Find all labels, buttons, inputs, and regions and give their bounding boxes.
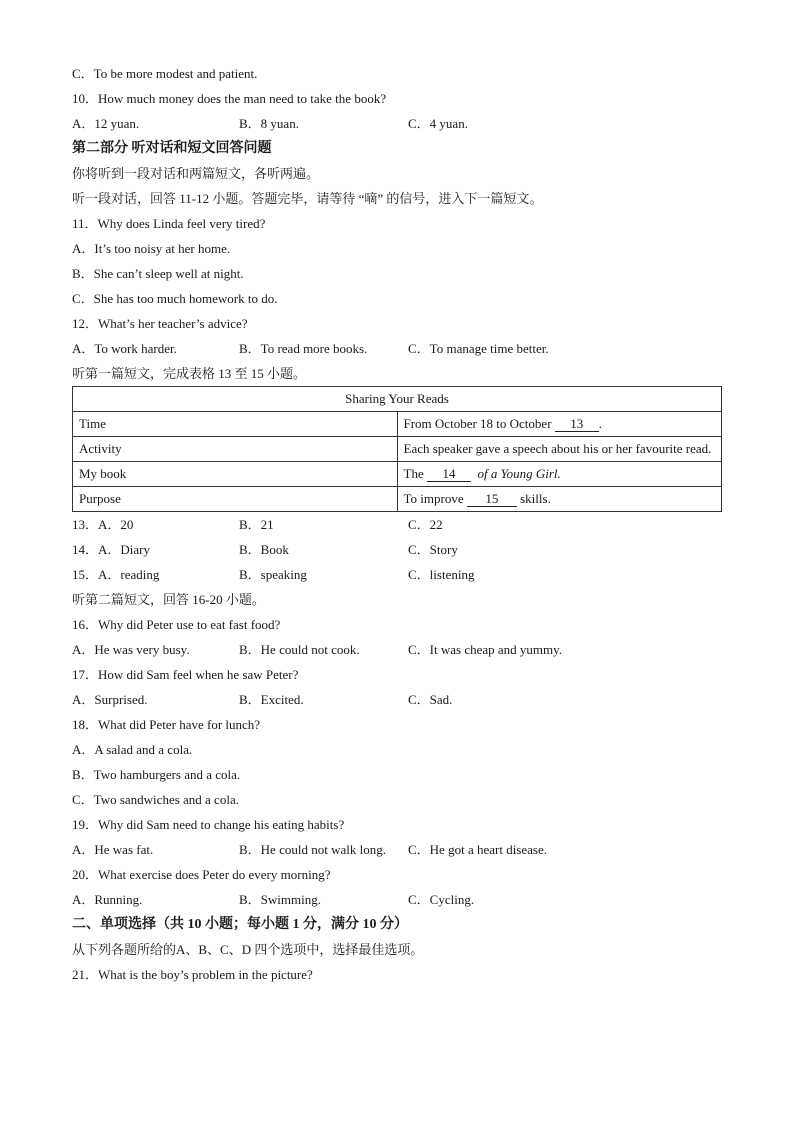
option-text: B．He could not walk long. bbox=[239, 842, 386, 857]
value-text: To improve bbox=[403, 491, 467, 506]
option-text: A．To work harder. bbox=[72, 341, 177, 356]
option-text: B．To read more books. bbox=[239, 341, 368, 356]
answer-blank-13: 13 bbox=[555, 416, 599, 432]
text-line: 12．What’s her teacher’s advice? bbox=[72, 316, 248, 331]
option-text: B．8 yuan. bbox=[239, 116, 299, 131]
option-text: B．He could not cook. bbox=[239, 642, 360, 657]
section-heading: 二、单项选择（共 10 小题；每小题 1 分，满分 10 分） bbox=[72, 917, 408, 932]
value-text-post: skills. bbox=[516, 491, 551, 506]
table-row bbox=[73, 487, 722, 512]
answer-blank-15: 15 bbox=[467, 491, 517, 507]
option-text: C．Sad. bbox=[408, 692, 453, 707]
value-text-post: . bbox=[598, 416, 603, 431]
option-text: A．Surprised. bbox=[72, 692, 148, 707]
text-line: C．Two sandwiches and a cola. bbox=[72, 792, 239, 807]
section-top bbox=[72, 61, 722, 386]
text-line: A．A salad and a cola. bbox=[72, 742, 193, 757]
text-line: 听第一篇短文，完成表格 13 至 15 小题。 bbox=[72, 366, 307, 381]
option-row bbox=[72, 336, 722, 361]
table-row-key: Activity bbox=[73, 437, 398, 462]
option-row bbox=[72, 887, 722, 912]
text-line: 17．How did Sam feel when he saw Peter? bbox=[72, 667, 299, 682]
value-text: Each speaker gave a speech about his or her favourite read. bbox=[403, 441, 712, 456]
option-text: C．listening bbox=[408, 567, 475, 582]
text-line: B．Two hamburgers and a cola. bbox=[72, 767, 241, 782]
text-line: 你将听到一段对话和两篇短文，各听两遍。 bbox=[72, 166, 320, 181]
table-row-key: Purpose bbox=[73, 487, 398, 512]
option-text: B．Swimming. bbox=[239, 892, 321, 907]
sharing-reads-table bbox=[72, 386, 722, 512]
option-text: C．Story bbox=[408, 542, 458, 557]
text-line: C．To be more modest and patient. bbox=[72, 66, 258, 81]
option-text: C．22 bbox=[408, 517, 443, 532]
option-text: 14．A．Diary bbox=[72, 542, 150, 557]
option-text: A．He was fat. bbox=[72, 842, 154, 857]
option-row bbox=[72, 512, 722, 537]
text-line: 听一段对话，回答 11-12 小题。答题完毕，请等待 “嘀” 的信号，进入下一篇短文。 bbox=[72, 191, 543, 206]
option-text: C．To manage time better. bbox=[408, 341, 549, 356]
option-text: C．Cycling. bbox=[408, 892, 475, 907]
table-row-value bbox=[397, 487, 722, 512]
option-text: B．speaking bbox=[239, 567, 307, 582]
text-line: B．She can’t sleep well at night. bbox=[72, 266, 244, 281]
option-text: B．21 bbox=[239, 517, 274, 532]
option-text: C．He got a heart disease. bbox=[408, 842, 547, 857]
text-line: 19．Why did Sam need to change his eating habits? bbox=[72, 817, 345, 832]
option-row bbox=[72, 637, 722, 662]
option-text: B．Excited. bbox=[239, 692, 304, 707]
table-title-row bbox=[73, 387, 722, 412]
table-row-value bbox=[397, 462, 722, 487]
option-row bbox=[72, 111, 722, 136]
option-row bbox=[72, 687, 722, 712]
table-row-value bbox=[397, 412, 722, 437]
text-line: 18．What did Peter have for lunch? bbox=[72, 717, 261, 732]
section-heading: 第二部分 听对话和短文回答问题 bbox=[72, 141, 272, 156]
table-row-value bbox=[397, 437, 722, 462]
text-line: 16．Why did Peter use to eat fast food? bbox=[72, 617, 281, 632]
book-title-italic: of a Young Girl. bbox=[477, 466, 561, 481]
option-row bbox=[72, 837, 722, 862]
value-text: The bbox=[403, 466, 427, 481]
table-row-key: My book bbox=[73, 462, 398, 487]
option-row bbox=[72, 537, 722, 562]
text-line: A．It’s too noisy at her home. bbox=[72, 241, 231, 256]
text-line: 20．What exercise does Peter do every morning? bbox=[72, 867, 331, 882]
text-line: 从下列各题所给的A、B、C、D 四个选项中，选择最佳选项。 bbox=[72, 942, 424, 957]
exam-page bbox=[72, 61, 722, 987]
option-text: B．Book bbox=[239, 542, 289, 557]
table-row-key: Time bbox=[73, 412, 398, 437]
text-line: 11．Why does Linda feel very tired? bbox=[72, 216, 266, 231]
value-text: From October 18 to October bbox=[403, 416, 555, 431]
table-row bbox=[73, 412, 722, 437]
option-text: 13．A．20 bbox=[72, 517, 134, 532]
option-text: C．It was cheap and yummy. bbox=[408, 642, 563, 657]
text-line: 21．What is the boy’s problem in the picture? bbox=[72, 967, 313, 982]
table-row bbox=[73, 437, 722, 462]
option-text: A．12 yuan. bbox=[72, 116, 140, 131]
text-line: 听第二篇短文，回答 16-20 小题。 bbox=[72, 592, 265, 607]
section-bottom bbox=[72, 512, 722, 987]
option-row bbox=[72, 562, 722, 587]
option-text: A．He was very busy. bbox=[72, 642, 190, 657]
table-title: Sharing Your Reads bbox=[73, 387, 722, 412]
option-text: 15．A．reading bbox=[72, 567, 160, 582]
option-text: C．4 yuan. bbox=[408, 116, 468, 131]
answer-blank-14: 14 bbox=[427, 466, 471, 482]
text-line: 10．How much money does the man need to take the book? bbox=[72, 91, 387, 106]
table-row bbox=[73, 462, 722, 487]
option-text: A．Running. bbox=[72, 892, 143, 907]
text-line: C．She has too much homework to do. bbox=[72, 291, 278, 306]
